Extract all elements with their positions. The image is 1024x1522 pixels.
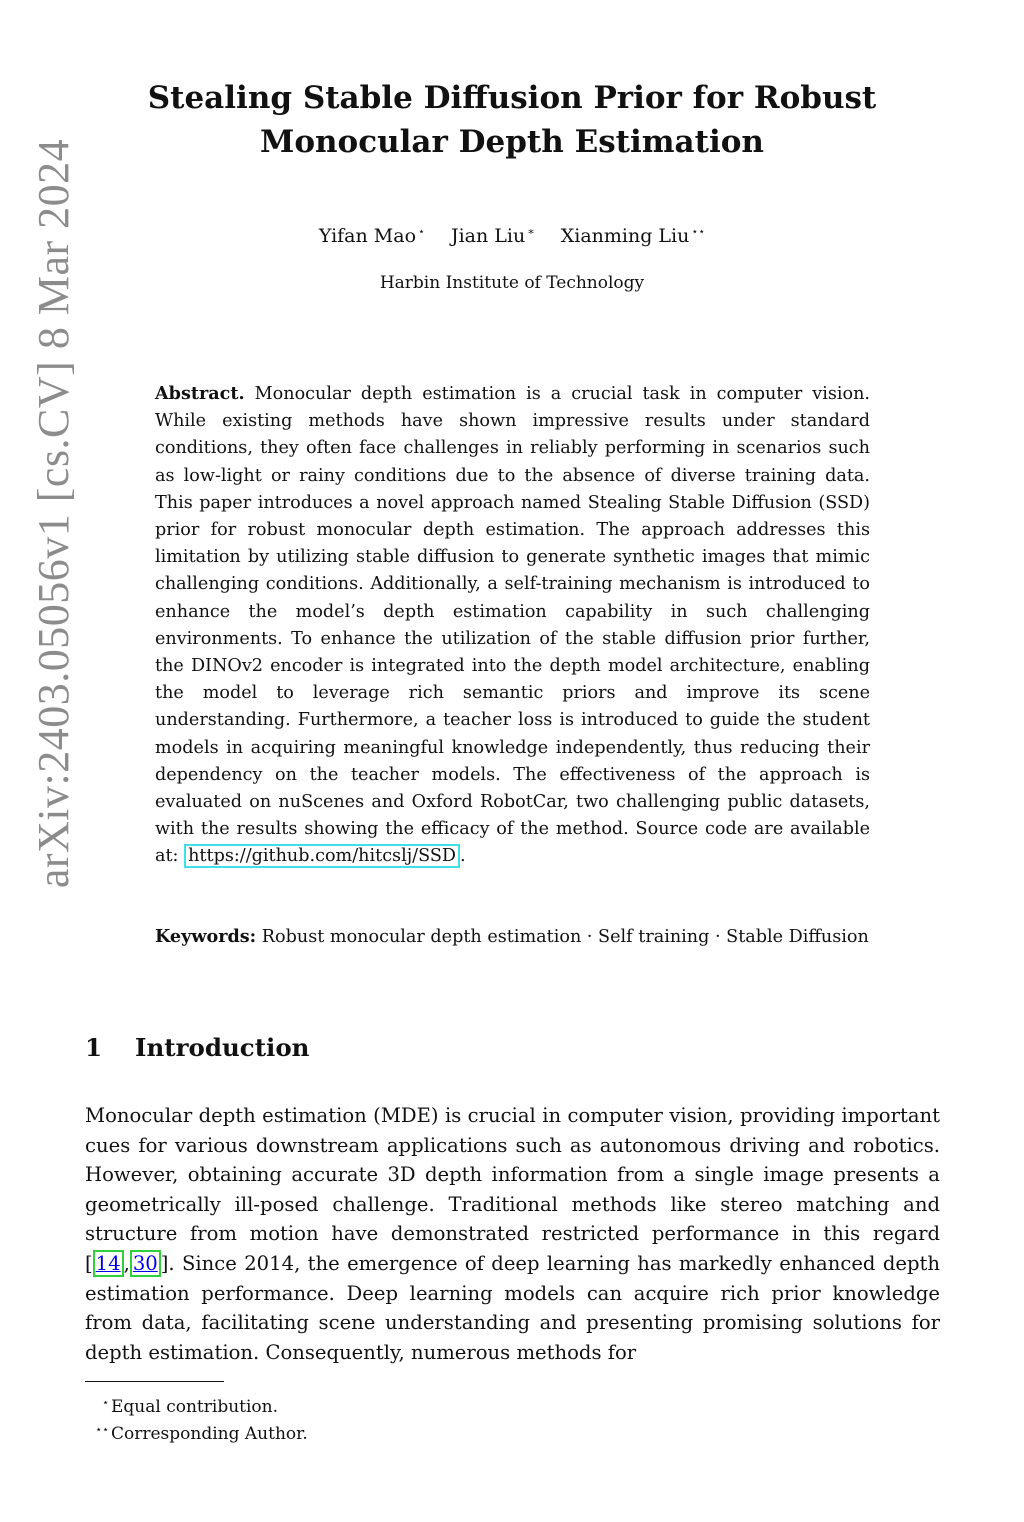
intro-text-1: Monocular depth estimation (MDE) is crucial in computer vision, providing important cues for various downstream applications such as autonomous driving and robotics. However, obtaining accurate 3D depth information from a single image presents a geometrically ill-posed challenge. Traditional methods like stereo matching and structure from motion have demonstrated restricted performance in this regard xyxy=(85,1104,940,1246)
author: Yifan Mao ⋆ xyxy=(318,225,425,248)
author-mark: ⋆⋆ xyxy=(691,225,706,238)
footnote-text: Equal contribution. xyxy=(111,1397,279,1417)
title-line-2: Monocular Depth Estimation xyxy=(260,124,764,160)
footnote-mark: ⋆ xyxy=(102,1396,109,1409)
author: Xianming Liu ⋆⋆ xyxy=(560,225,706,248)
abstract xyxy=(155,380,870,871)
arxiv-stamp-text: arXiv:2403.05056v1 [cs.CV] 8 Mar 2024 xyxy=(29,138,79,888)
abstract-end: . xyxy=(460,846,466,867)
footnote-mark: ⋆⋆ xyxy=(95,1423,109,1436)
keywords-text: Robust monocular depth estimation · Self training · Stable Diffusion xyxy=(261,927,869,947)
author-list xyxy=(120,218,904,250)
footnote-divider xyxy=(85,1381,224,1382)
footnote xyxy=(85,1391,278,1419)
paper-title xyxy=(120,76,904,164)
arxiv-stamp xyxy=(14,88,94,938)
keywords xyxy=(155,923,870,951)
author-mark: ∗ xyxy=(527,225,535,238)
affiliation: Harbin Institute of Technology xyxy=(379,273,645,293)
keywords-label: Keywords: xyxy=(155,926,257,947)
author-mark: ⋆ xyxy=(418,225,425,238)
section-number: 1 xyxy=(85,1033,103,1062)
intro-text-2: ]. Since 2014, the emergence of deep learning has markedly enhanced depth estimation performance. Deep learning models can acquire rich prior knowledge from data, facilitating scene understanding and presenting promising solutions for depth estimation. Consequently, numerous methods for xyxy=(85,1251,940,1364)
abstract-label: Abstract. xyxy=(155,383,245,404)
introduction-paragraph: Monocular depth estimation (MDE) is crucial in computer vision, providing important cues for various downstream applications such as autonomous driving and robotics. However, obtaining accurate 3D depth information from a single image presents a geometrically ill-posed challenge. Traditional methods like stereo matching and structure from motion have demonstrated restricted performance in this regard [ 14 , 30 ]. Since 2014, the emergence of deep learning has markedly enhanced depth estimation performance. Deep learning models can acquire rich prior knowledge from data, facilitating scene understanding and presenting promising solutions for depth estimation. Consequently, numerous methods for xyxy=(85,1104,940,1364)
abstract-text: Monocular depth estimation is a crucial task in computer vision. While existing methods have shown impressive results under standard conditions, they often face challenges in reliably performing in scenarios such as low-light or rainy conditions due to the absence of diverse training data. This paper introduces a novel approach named Stealing Stable Diffusion (SSD) prior for robust monocular depth estimation. The approach addresses this limitation by utilizing stable diffusion to generate synthetic images that mimic challenging conditions. Additionally, a self-training mechanism is introduced to enhance the model’s depth estimation capability in such challenging environments. To enhance the utilization of the stable diffusion prior further, the DINOv2 encoder is integrated into the depth model architecture, enabling the model to leverage rich semantic priors and improve its scene understanding. Furthermore, a teacher loss is introduced to guide the student models in acquiring meaningful knowledge independently, thus reducing their dependency on the teacher models. The effectiveness of the approach is evaluated on nuScenes and Oxford RobotCar, two challenging public datasets, with the results showing the efficacy of the method. Source code are available at: xyxy=(155,384,870,867)
source-code-link[interactable]: https://github.com/hitcslj/SSD xyxy=(184,844,460,868)
footnote-text: Corresponding Author. xyxy=(111,1424,308,1444)
section-title: Introduction xyxy=(135,1033,310,1062)
author: Jian Liu ∗ xyxy=(450,225,535,248)
citation-link[interactable]: 30 xyxy=(130,1250,161,1277)
title-line-1: Stealing Stable Diffusion Prior for Robust xyxy=(147,80,877,116)
footnote xyxy=(85,1418,308,1446)
citation-link[interactable]: 14 xyxy=(93,1250,124,1277)
section-heading-introduction xyxy=(85,1030,309,1066)
